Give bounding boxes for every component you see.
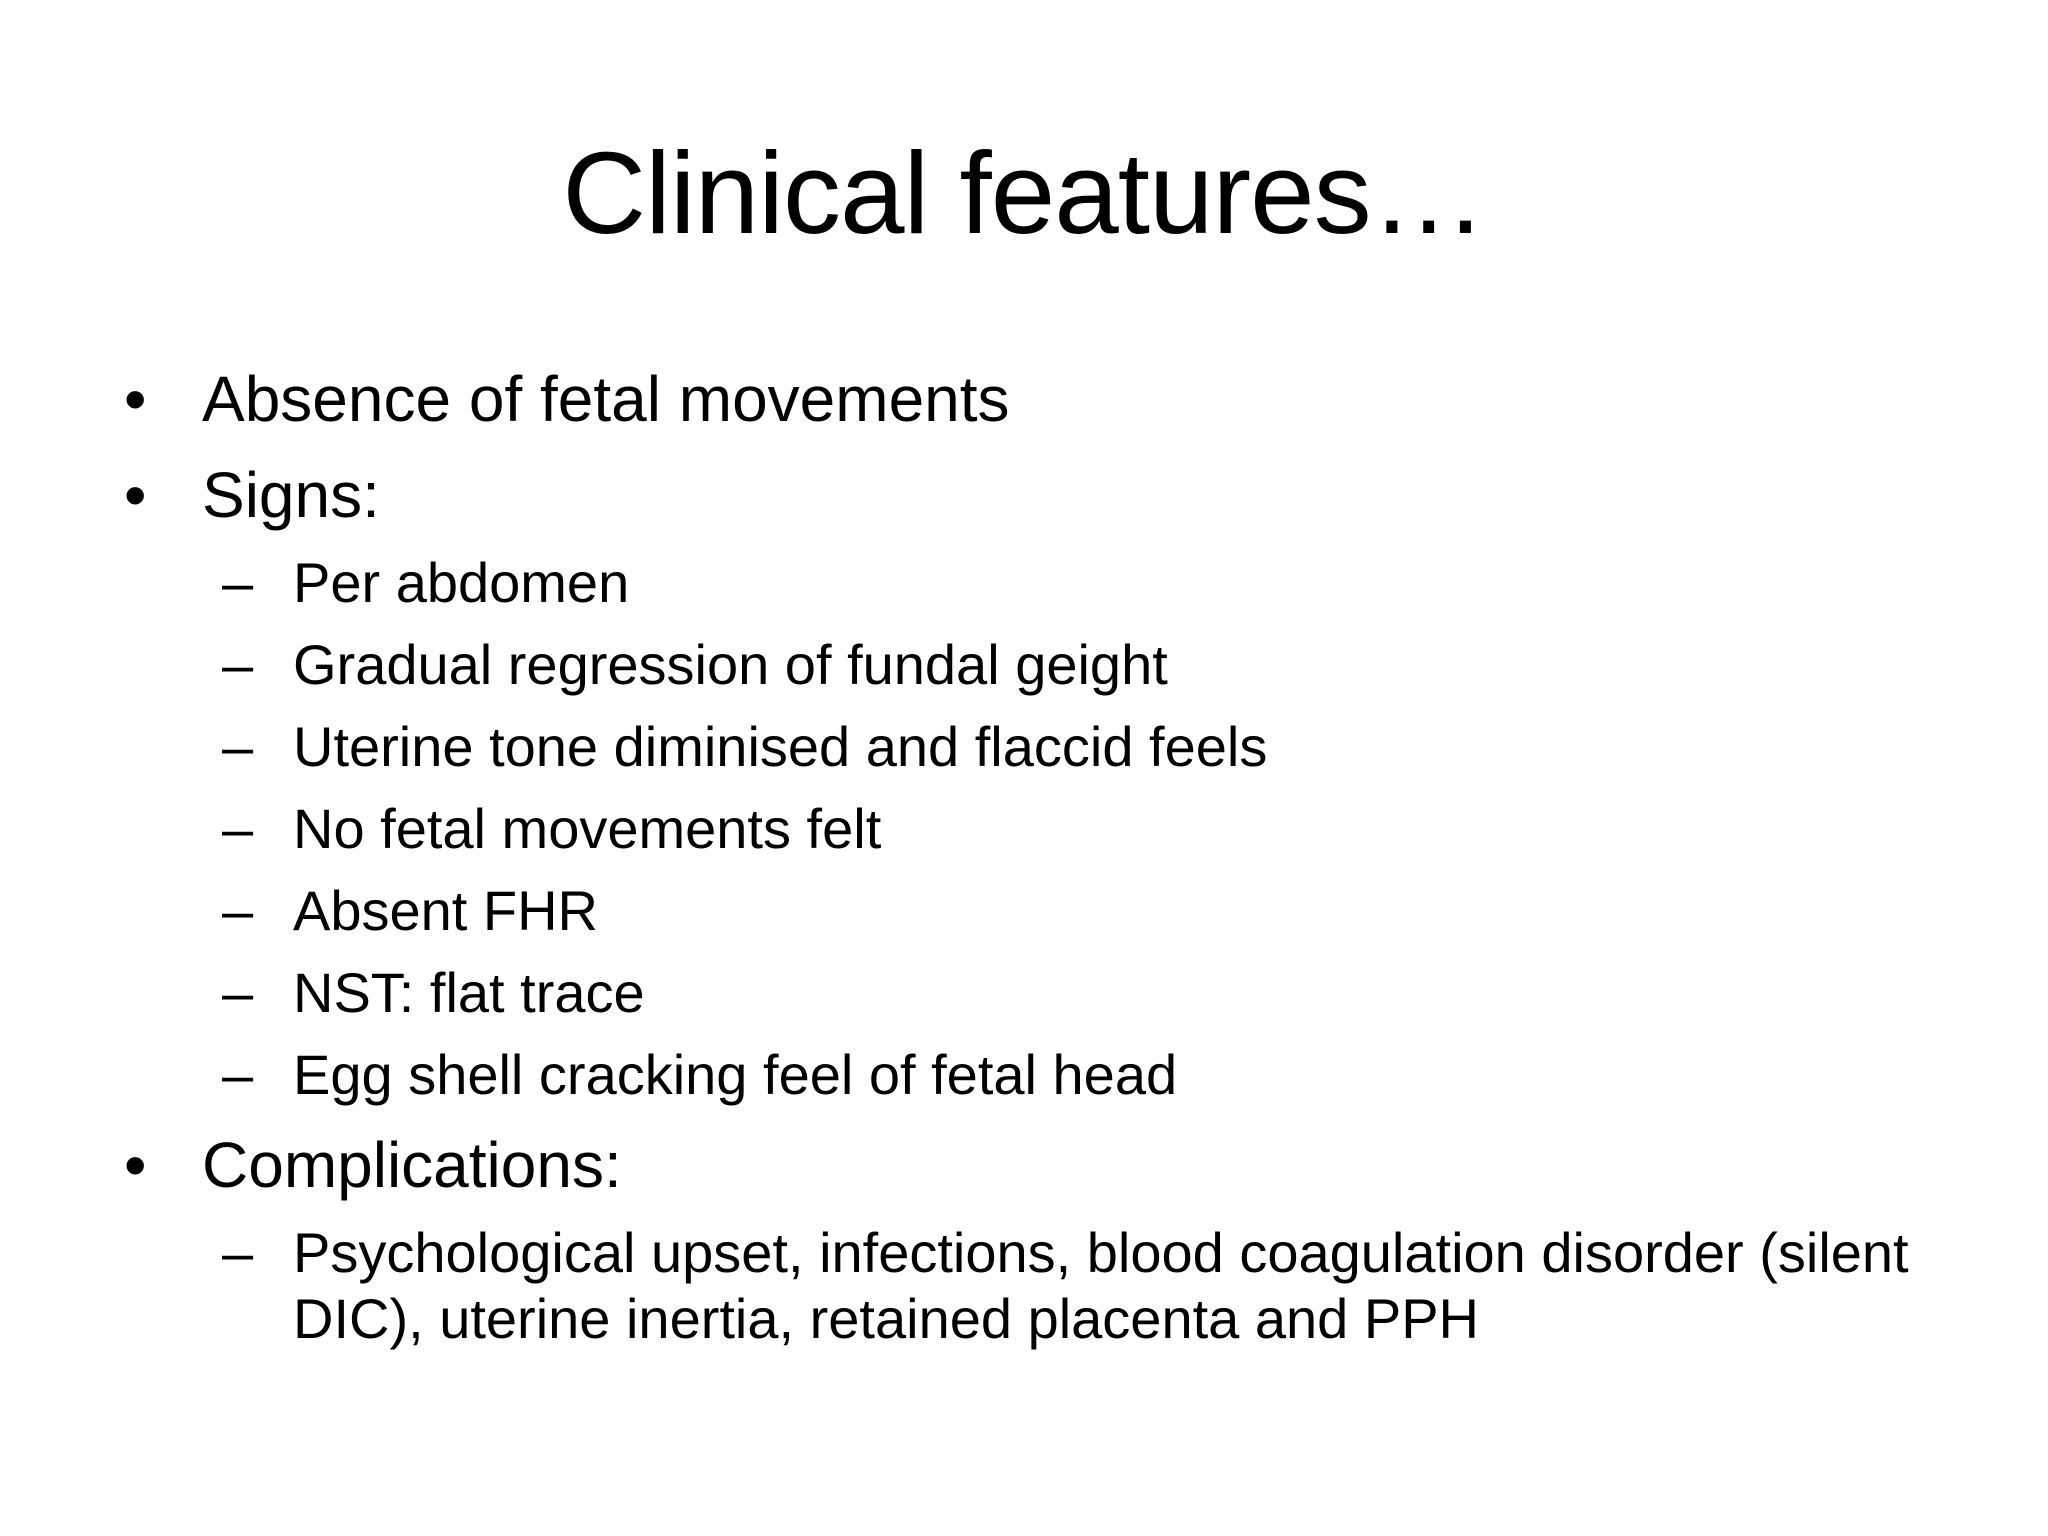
dash-marker: – <box>222 879 254 942</box>
slide-title: Clinical features… <box>562 128 1486 258</box>
dash-marker: – <box>222 1221 254 1284</box>
sub-bullet-text: Uterine tone diminised and flaccid feels <box>293 715 1268 778</box>
dash-marker: – <box>222 961 254 1024</box>
sub-bullet-text: No fetal movements felt <box>293 797 882 860</box>
sub-bullet-text: Gradual regression of fundal geight <box>293 633 1168 696</box>
sub-bullet-text: NST: flat trace <box>293 961 645 1024</box>
sub-bullet-text: Egg shell cracking feel of fetal head <box>293 1043 1178 1106</box>
dash-marker: – <box>222 633 254 696</box>
sub-bullet-text: Absent FHR <box>293 879 598 942</box>
dash-marker: – <box>222 551 254 614</box>
sub-bullet-text: Psychological upset, infections, blood coagulation disorder (silent DIC), uterine inertia, retained placenta and PPH <box>293 1221 1909 1350</box>
dash-marker: – <box>222 1043 254 1106</box>
bullet-text: Complications: <box>202 1129 622 1201</box>
bullet-marker: • <box>124 363 147 435</box>
sub-bullet-text: Per abdomen <box>293 551 630 614</box>
bullet-text: Absence of fetal movements <box>202 363 1010 435</box>
bullet-text: Signs: <box>202 459 380 531</box>
bullet-marker: • <box>124 1129 147 1201</box>
dash-marker: – <box>222 797 254 860</box>
dash-marker: – <box>222 715 254 778</box>
bullet-marker: • <box>124 459 147 531</box>
